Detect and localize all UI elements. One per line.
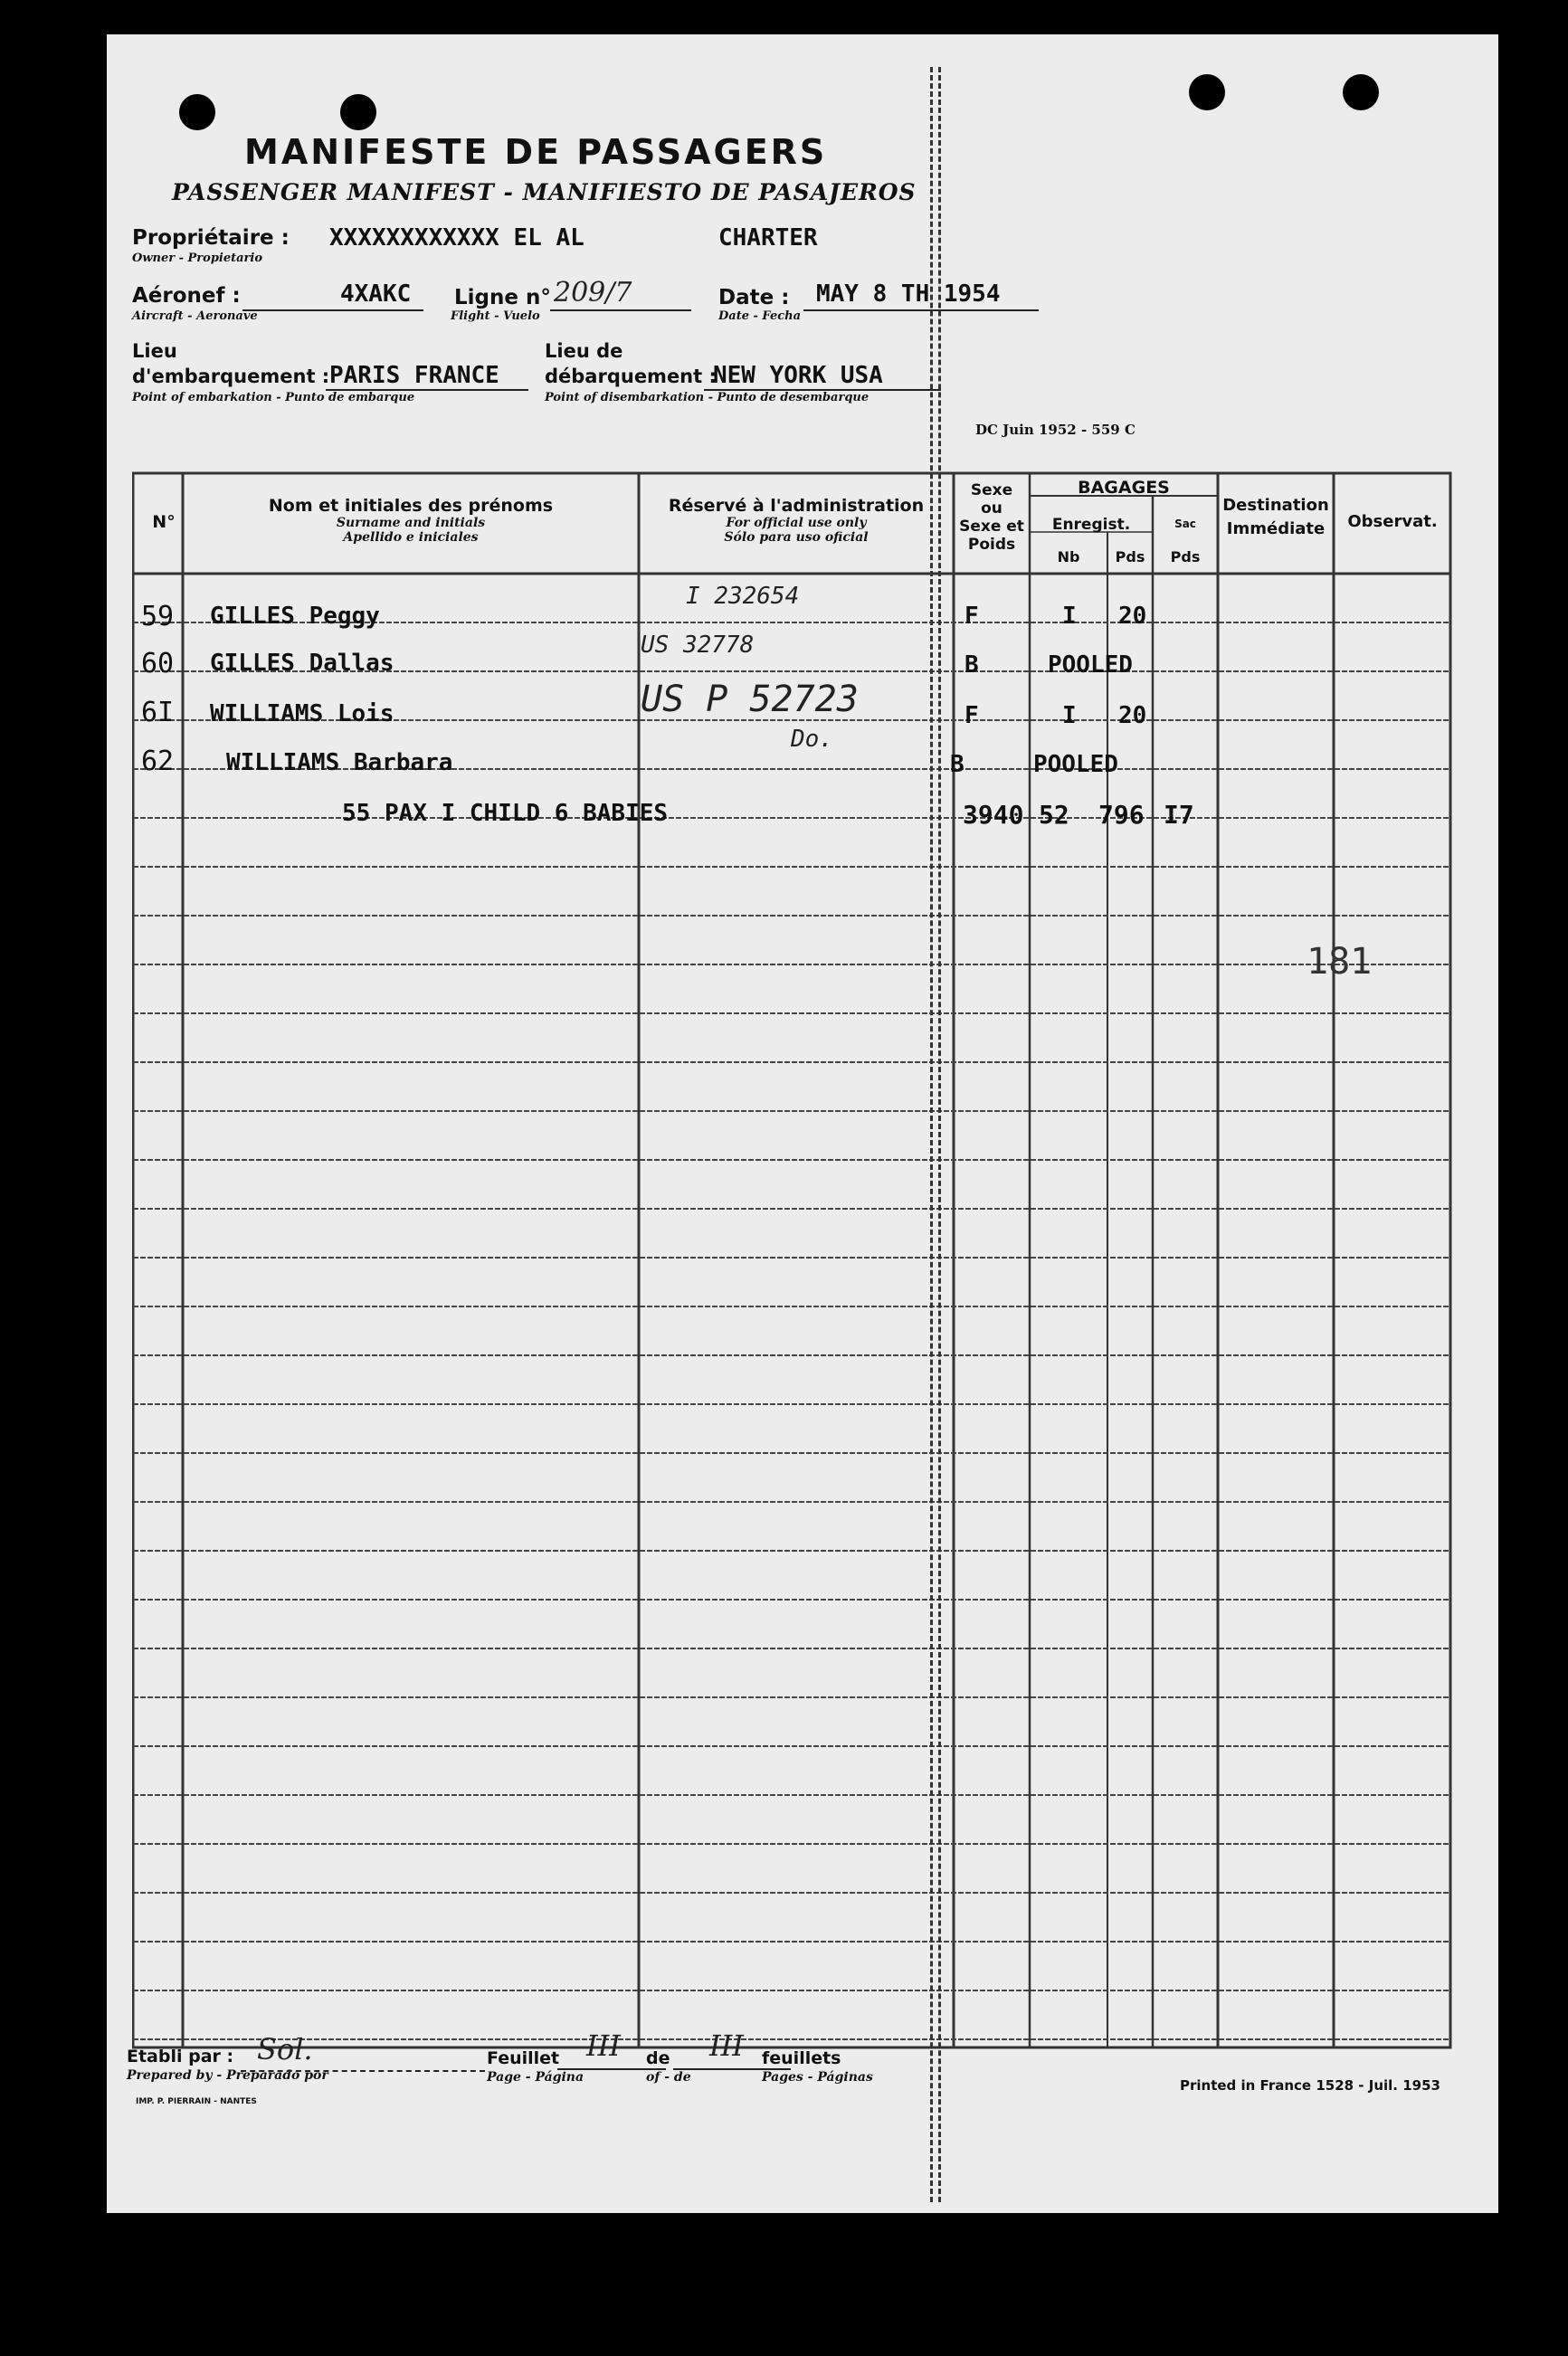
col-header-no: N° — [152, 512, 176, 532]
pages-sublabel: Pages - Páginas — [762, 2070, 873, 2085]
total-bag-count: 52 — [1039, 800, 1069, 830]
of-sublabel: of - de — [646, 2070, 691, 2085]
total-summary: 55 PAX I CHILD 6 BABIES — [342, 800, 669, 827]
passenger-sex: B — [950, 751, 965, 778]
col-header-sex-3: Sexe et — [959, 518, 1024, 536]
col-header-sac: Sac — [1174, 518, 1196, 530]
form-code: DC Juin 1952 - 559 C — [975, 422, 1136, 438]
owner-value: XXXXXXXXXXXX EL AL — [329, 224, 584, 252]
official-note: I 232654 — [686, 583, 800, 610]
date-label: Date : — [718, 286, 790, 309]
punch-hole — [179, 94, 215, 130]
prepared-by-sublabel: Prepared by - Preparado por — [127, 2068, 328, 2083]
embark-value: PARIS FRANCE — [329, 362, 499, 389]
disembark-value: NEW YORK USA — [713, 362, 883, 389]
col-header-bagages: BAGAGES — [1078, 478, 1170, 498]
passenger-sex: F — [965, 603, 979, 630]
perforation-line — [930, 67, 941, 2202]
punch-hole — [1343, 74, 1379, 110]
col-header-nb: Nb — [1057, 548, 1080, 565]
col-header-name-fr: Nom et initiales des prénoms — [268, 496, 554, 516]
date-sublabel: Date - Fecha — [718, 309, 801, 323]
page-annotation: 181 — [1307, 941, 1373, 983]
bag-count: POOLED — [1033, 751, 1118, 778]
passenger-name: WILLIAMS Barbara — [226, 749, 453, 776]
col-header-admin-fr: Réservé à l'administration — [668, 496, 925, 516]
passenger-name: GILLES Dallas — [210, 650, 394, 677]
total-weight: 3940 — [963, 800, 1024, 830]
passenger-sex: B — [965, 651, 979, 679]
flight-value: 209/7 — [554, 277, 632, 309]
official-note: US 32778 — [641, 632, 755, 659]
col-header-name — [183, 496, 639, 545]
bag-weight: 20 — [1118, 603, 1147, 630]
page-value: III — [586, 2028, 621, 2063]
col-header-sex — [954, 481, 1030, 554]
owner-label: Propriétaire : — [132, 226, 290, 250]
embark-label-line1: Lieu — [132, 340, 177, 362]
form-title: MANIFESTE DE PASSAGERS — [244, 132, 828, 172]
passenger-name: WILLIAMS Lois — [210, 700, 394, 727]
official-note: Do. — [791, 726, 833, 753]
col-header-admin-es: Sólo para uso oficial — [724, 530, 869, 545]
page-label: Feuillet — [487, 2048, 560, 2068]
disembark-label-line1: Lieu de — [545, 340, 623, 362]
owner-sublabel: Owner - Propietario — [132, 252, 263, 265]
row-number: 59 — [141, 601, 175, 632]
col-header-destination-1: Destination — [1222, 496, 1329, 515]
official-note: US P 52723 — [641, 679, 859, 720]
col-header-sex-4: Poids — [967, 536, 1016, 554]
bag-count: POOLED — [1048, 651, 1133, 679]
total-bag-weight: 796 — [1098, 800, 1145, 830]
col-header-destination-2: Immédiate — [1226, 519, 1326, 538]
bag-count: I — [1062, 603, 1077, 630]
row-number: 6I — [141, 697, 175, 728]
col-header-name-es: Apellido e iniciales — [343, 530, 479, 545]
col-header-admin — [639, 496, 954, 545]
punch-hole — [340, 94, 376, 130]
col-header-admin-en: For official use only — [726, 516, 867, 530]
col-header-sex-1: Sexe — [970, 481, 1013, 499]
punch-hole — [1189, 74, 1225, 110]
row-number: 62 — [141, 746, 175, 777]
prepared-by-label: Etabli par : — [127, 2047, 234, 2066]
total-excess-weight: I7 — [1164, 800, 1194, 830]
aircraft-label: Aéronef : — [132, 284, 241, 308]
total-pages-value: III — [709, 2028, 744, 2063]
page-sublabel: Page - Página — [487, 2070, 584, 2085]
col-header-destination — [1218, 494, 1334, 541]
col-header-name-en: Surname and initials — [336, 516, 486, 530]
flight-sublabel: Flight - Vuelo — [451, 309, 540, 323]
embark-label-line2: d'embarquement : — [132, 366, 330, 387]
embark-sublabel: Point of embarkation - Punto de embarque — [132, 391, 415, 404]
row-number: 60 — [141, 648, 175, 679]
aircraft-value: 4XAKC — [340, 280, 412, 308]
of-label: de — [646, 2048, 670, 2068]
col-header-pds: Pds — [1115, 548, 1145, 565]
form-subtitle: PASSENGER MANIFEST - MANIFIESTO DE PASAJEROS — [172, 179, 917, 205]
col-header-pds2: Pds — [1170, 548, 1201, 565]
charter-value: CHARTER — [718, 224, 818, 252]
disembark-sublabel: Point of disembarkation - Punto de desembarque — [545, 391, 870, 404]
disembark-label-line2: débarquement : — [545, 366, 717, 387]
pages-label: feuillets — [762, 2048, 841, 2068]
passenger-name: GILLES Peggy — [210, 603, 380, 630]
prepared-by-signature: Sol. — [257, 2032, 313, 2066]
col-header-observations: Observat. — [1347, 512, 1438, 531]
col-header-enregist: Enregist. — [1051, 516, 1131, 534]
manifest-sheet — [107, 34, 1498, 2213]
bag-count: I — [1062, 702, 1077, 729]
flight-label: Ligne n° — [454, 286, 551, 309]
bag-weight: 20 — [1118, 702, 1147, 729]
passenger-sex: F — [965, 702, 979, 729]
printed-in-france: Printed in France 1528 - Juil. 1953 — [1180, 2077, 1440, 2094]
printer-imprint: IMP. P. PIERRAIN - NANTES — [136, 2097, 257, 2106]
aircraft-sublabel: Aircraft - Aeronave — [132, 309, 258, 323]
col-header-sex-2: ou — [981, 499, 1003, 518]
date-value: MAY 8 TH 1954 — [816, 280, 1001, 308]
